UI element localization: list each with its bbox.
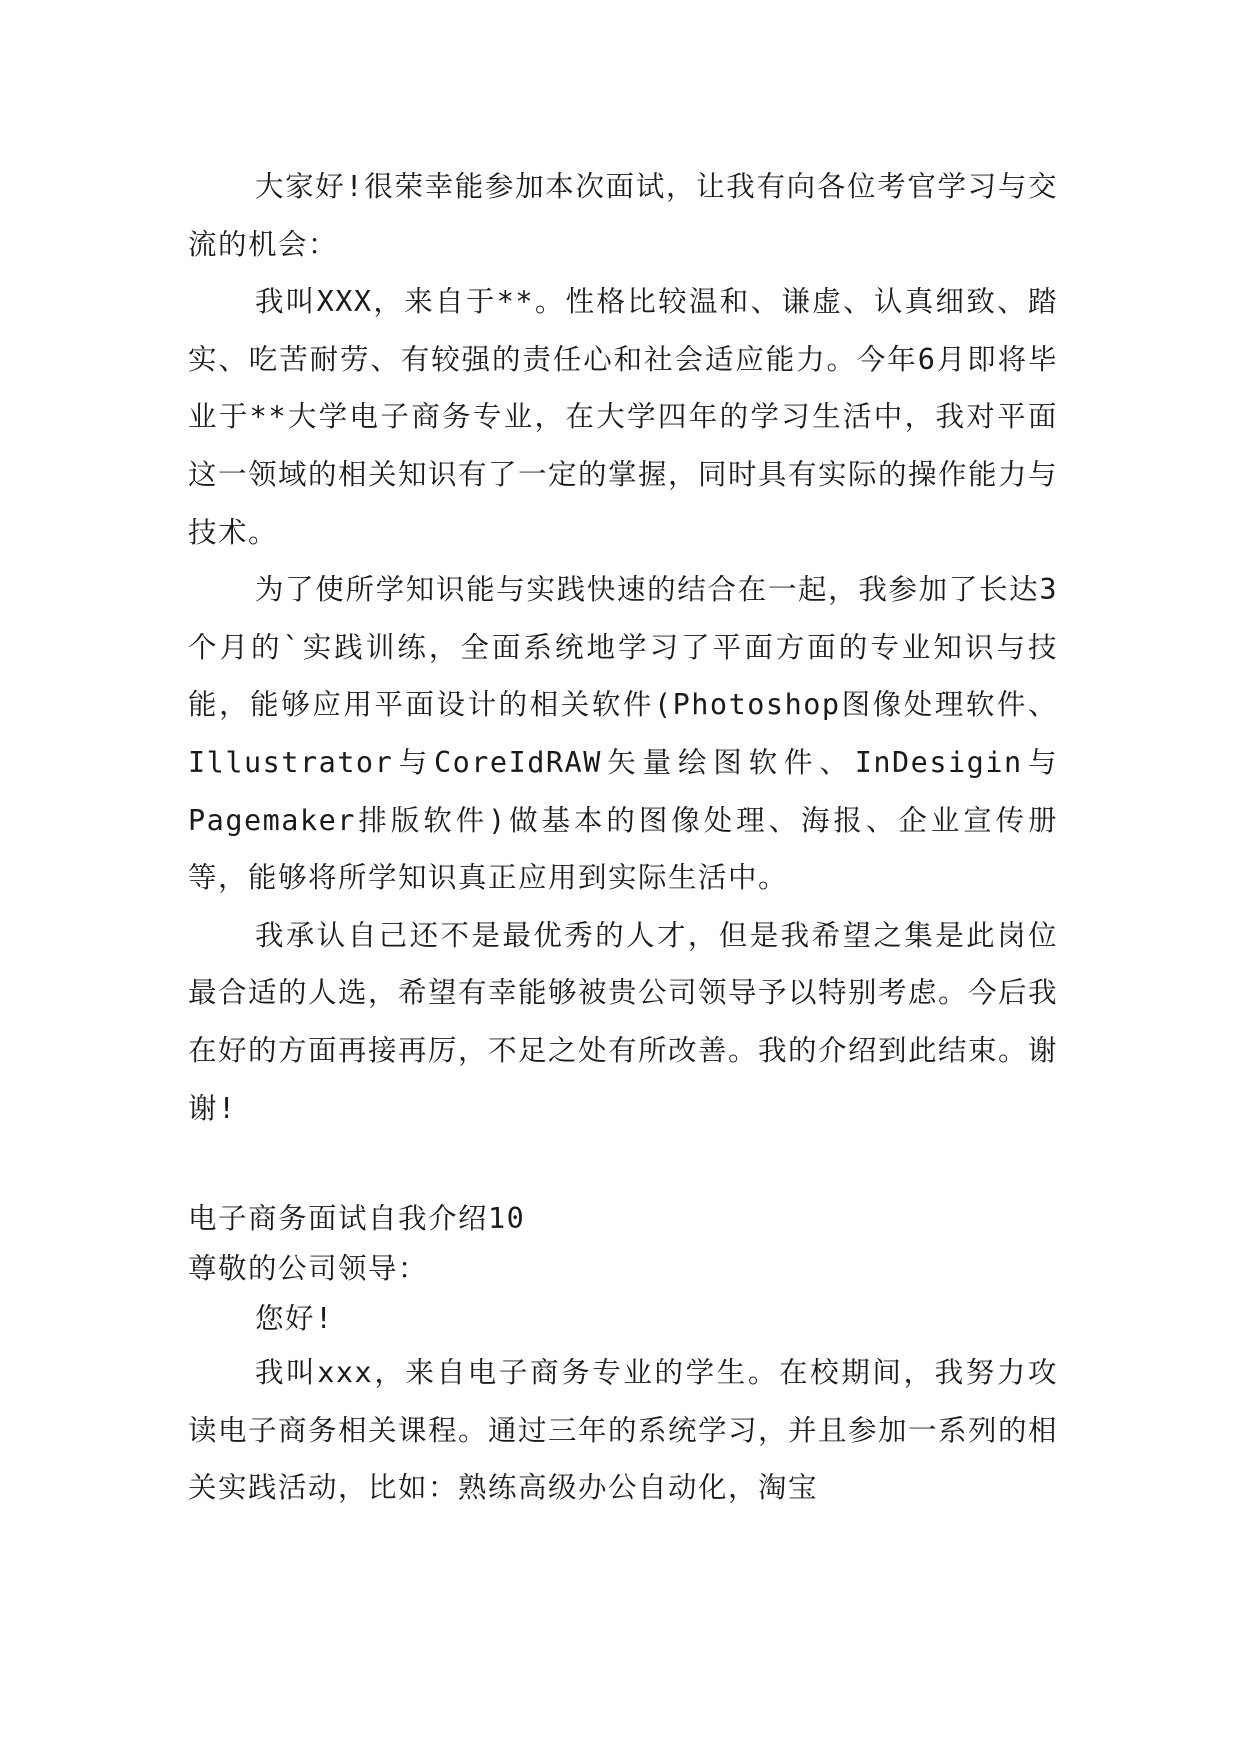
section-title: 电子商务面试自我介绍10 [188, 1202, 526, 1236]
paragraph-self-intro: 我叫XXX，来自于**。性格比较温和、谦虚、认真细致、踏实、吃苦耐劳、有较强的责任心和社会适应能力。今年6月即将毕业于**大学电子商务专业，在大学四年的学习生活中，我对平面这一领域的相关知识有了一定的掌握，同时具有实际的操作能力与技术。 [188, 285, 1059, 549]
salutation: 尊敬的公司领导： [188, 1252, 429, 1286]
paragraph-closing: 我承认自己还不是最优秀的人才，但是我希望之集是此岗位最合适的人选，希望有幸能够被贵公司领导予以特别考虑。今后我在好的方面再接再厉，不足之处有所改善。我的介绍到此结束。谢谢! [188, 918, 1059, 1125]
greeting: 您好! [254, 1302, 334, 1336]
document-body [188, 158, 1058, 1517]
paragraph-training: 为了使所学知识能与实践快速的结合在一起，我参加了长达3个月的`实践训练，全面系统地学习了平面方面的专业知识与技能，能够应用平面设计的相关软件(Photoshop图像处理软件、Illustrator与CoreIdRAW矢量绘图软件、InDesigin与Pagemaker排版软件)做基本的图像处理、海报、企业宣传册等，能够将所学知识真正应用到实际生活中。 [188, 573, 1058, 895]
section-10 [188, 1194, 1058, 1517]
paragraph-section10-intro: 我叫xxx，来自电子商务专业的学生。在校期间，我努力攻读电子商务相关课程。通过三年的系统学习，并且参加一系列的相关实践活动，比如：熟练高级办公自动化，淘宝 [188, 1356, 1059, 1505]
paragraph-opening: 大家好!很荣幸能参加本次面试，让我有向各位考官学习与交流的机会： [188, 170, 1058, 261]
